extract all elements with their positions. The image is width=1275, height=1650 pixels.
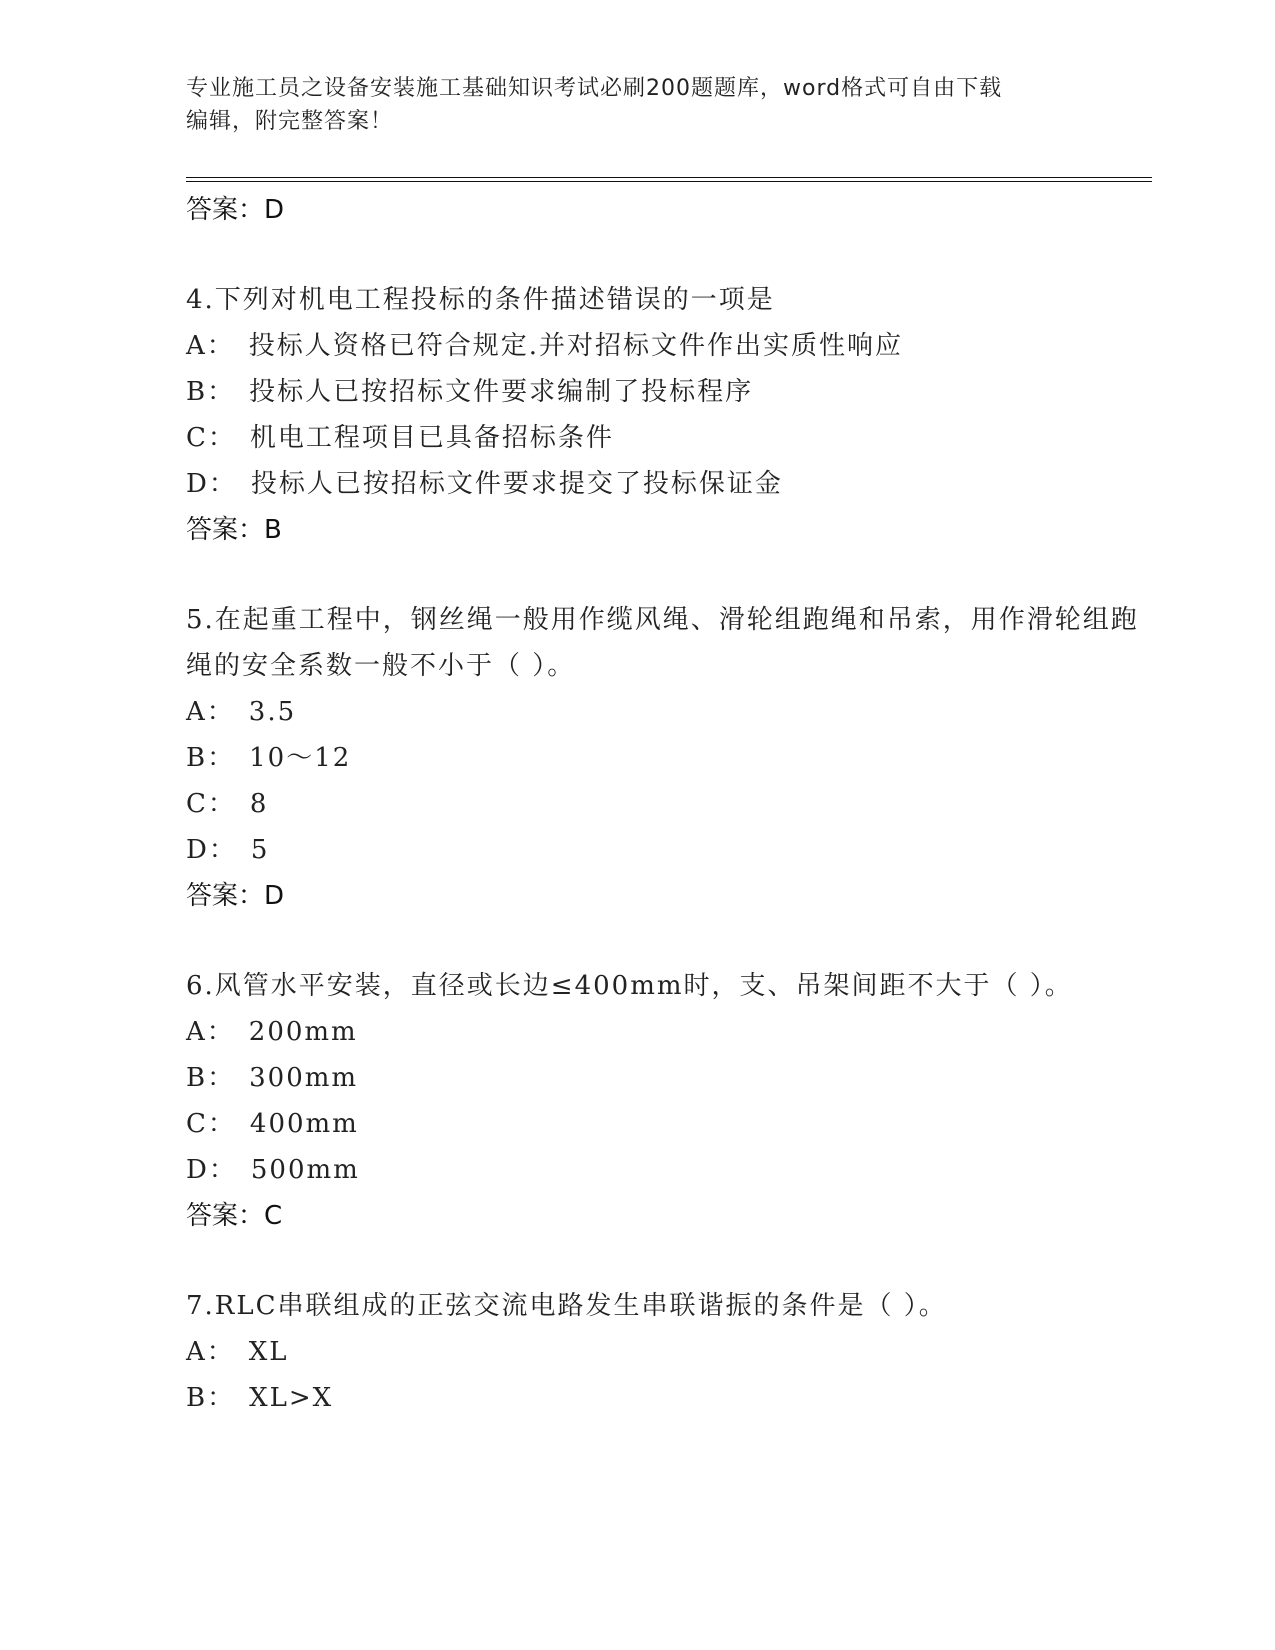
option-text: 200mm [248,1017,358,1047]
option-c [186,781,1146,827]
option-text: 机电工程项目已具备招标条件 [249,423,614,453]
option-text: 3.5 [248,697,297,727]
option-letter: B： [186,377,236,407]
option-text: 10～12 [249,743,352,773]
option-letter: A： [186,697,235,727]
option-b [186,735,1146,781]
question-text: 7.RLC串联组成的正弦交流电路发生串联谐振的条件是（ ）。 [186,1291,947,1321]
option-letter: B： [186,1063,236,1093]
option-letter: A： [186,331,235,361]
option-text: 投标人已按招标文件要求编制了投标程序 [249,377,754,407]
question-block [186,1283,1146,1421]
option-d [186,827,1146,873]
header-divider-double [186,181,1152,182]
question-block [186,277,1146,553]
option-text: 投标人已按招标文件要求提交了投标保证金 [250,469,783,499]
option-letter: C： [186,789,236,819]
option-d [186,461,1146,507]
question-block [186,597,1146,919]
option-text: XL>X [249,1383,334,1413]
option-letter: D： [186,835,237,865]
option-letter: C： [186,423,236,453]
option-text: 5 [250,835,270,865]
option-a [186,689,1146,735]
option-letter: C： [186,1109,236,1139]
option-b [186,1055,1146,1101]
answer-line: 答案：D [186,881,285,911]
option-text: 400mm [249,1109,359,1139]
question-text: 4.下列对机电工程投标的条件描述错误的一项是 [186,285,775,315]
option-d [186,1147,1146,1193]
spacer [186,919,1146,963]
answer-line: 答案：B [186,515,282,545]
option-b [186,369,1146,415]
option-text: 投标人资格已符合规定.并对招标文件作出实质性响应 [248,331,904,361]
option-a [186,323,1146,369]
option-text: XL [248,1337,289,1367]
option-letter: D： [186,469,237,499]
option-c [186,415,1146,461]
option-letter: A： [186,1017,235,1047]
option-letter: A： [186,1337,235,1367]
option-text: 300mm [249,1063,359,1093]
option-b [186,1375,1146,1421]
option-letter: B： [186,743,236,773]
spacer [186,233,1146,277]
question-list [186,187,1146,1421]
question-text: 5.在起重工程中，钢丝绳一般用作缆风绳、滑轮组跑绳和吊索，用作滑轮组跑绳的安全系数一般不小于（ ）。 [186,605,1139,681]
question-block [186,963,1146,1239]
spacer [186,1239,1146,1283]
option-letter: D： [186,1155,237,1185]
answer-line: 答案：C [186,1201,283,1231]
option-c [186,1101,1146,1147]
question-text: 6.风管水平安装，直径或长边≤400mm时，支、吊架间距不大于（ ）。 [186,971,1073,1001]
option-a [186,1329,1146,1375]
option-text: 500mm [250,1155,360,1185]
header-title-line1: 专业施工员之设备安装施工基础知识考试必刷200题题库，word格式可自由下载 [186,76,1003,101]
option-text: 8 [249,789,269,819]
option-a [186,1009,1146,1055]
header-divider [186,177,1152,178]
header-title-line2: 编辑，附完整答案！ [186,109,394,134]
spacer [186,553,1146,597]
answer-line: 答案：D [186,195,285,225]
page-header [186,72,1086,138]
option-letter: B： [186,1383,236,1413]
